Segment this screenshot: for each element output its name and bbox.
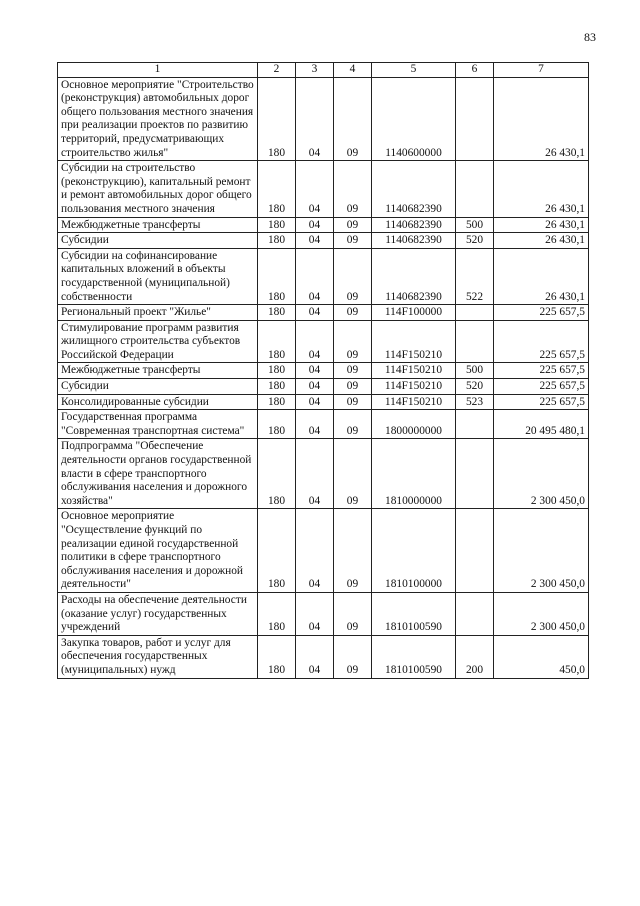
ministry-code-cell: 180 [258,161,296,217]
ministry-code-cell: 180 [258,635,296,678]
table-row [58,77,589,161]
ministry-code-cell: 180 [258,509,296,593]
ministry-code-cell: 180 [258,394,296,410]
table-row [58,161,589,217]
subsection-code-cell: 09 [334,394,372,410]
table-row [58,439,589,509]
row-name-cell: Закупка товаров, работ и услуг для обеспечения государственных (муниципальных) нужд [58,635,258,678]
section-code-cell: 04 [296,77,334,161]
table-row [58,363,589,379]
expense-type-cell [456,509,494,593]
expense-type-cell: 520 [456,233,494,249]
table-row [58,635,589,678]
table-row [58,248,589,304]
amount-cell: 450,0 [494,635,589,678]
subsection-code-cell: 09 [334,379,372,395]
target-article-cell: 1810100590 [372,592,456,635]
ministry-code-cell: 180 [258,363,296,379]
section-code-cell: 04 [296,233,334,249]
column-header: 4 [334,63,372,78]
section-code-cell: 04 [296,592,334,635]
section-code-cell: 04 [296,509,334,593]
subsection-code-cell: 09 [334,439,372,509]
amount-cell: 26 430,1 [494,77,589,161]
ministry-code-cell: 180 [258,592,296,635]
ministry-code-cell: 180 [258,410,296,439]
target-article-cell: 1140682390 [372,248,456,304]
target-article-cell: 114F150210 [372,320,456,363]
expense-type-cell: 500 [456,363,494,379]
table-row [58,509,589,593]
expense-type-cell [456,305,494,321]
expense-type-cell: 522 [456,248,494,304]
section-code-cell: 04 [296,161,334,217]
table-row [58,305,589,321]
row-name-cell: Государственная программа "Современная транспортная система" [58,410,258,439]
expense-type-cell: 200 [456,635,494,678]
row-name-cell: Основное мероприятие "Строительство (реконструкция) автомобильных дорог общего пользования местного значения при реализации проектов по развитию территорий, предусматривающих строительство жилья" [58,77,258,161]
target-article-cell: 1140600000 [372,77,456,161]
expense-type-cell [456,161,494,217]
table-row [58,320,589,363]
target-article-cell: 114F150210 [372,379,456,395]
ministry-code-cell: 180 [258,217,296,233]
amount-cell: 26 430,1 [494,217,589,233]
section-code-cell: 04 [296,305,334,321]
subsection-code-cell: 09 [334,248,372,304]
target-article-cell: 1810100590 [372,635,456,678]
table-row [58,394,589,410]
amount-cell: 20 495 480,1 [494,410,589,439]
row-name-cell: Подпрограмма "Обеспечение деятельности органов государственной власти в сфере транспортного обслуживания населения и дорожного хозяйства" [58,439,258,509]
amount-cell: 2 300 450,0 [494,592,589,635]
subsection-code-cell: 09 [334,161,372,217]
table-row [58,592,589,635]
budget-table [57,62,589,679]
amount-cell: 2 300 450,0 [494,509,589,593]
header-row [58,63,589,78]
target-article-cell: 114F150210 [372,363,456,379]
ministry-code-cell: 180 [258,305,296,321]
row-name-cell: Субсидии на софинансирование капитальных вложений в объекты государственной (муниципальной) собственности [58,248,258,304]
amount-cell: 26 430,1 [494,161,589,217]
expense-type-cell [456,320,494,363]
expense-type-cell [456,410,494,439]
page-number: 83 [584,30,596,44]
ministry-code-cell: 180 [258,233,296,249]
section-code-cell: 04 [296,320,334,363]
row-name-cell: Расходы на обеспечение деятельности (оказание услуг) государственных учреждений [58,592,258,635]
expense-type-cell: 520 [456,379,494,395]
section-code-cell: 04 [296,217,334,233]
row-name-cell: Стимулирование программ развития жилищного строительства субъектов Российской Федерации [58,320,258,363]
row-name-cell: Основное мероприятие "Осуществление функций по реализации единой государственной политики в сфере транспортного обслуживания населения и дорожной деятельности" [58,509,258,593]
table-row [58,217,589,233]
section-code-cell: 04 [296,410,334,439]
section-code-cell: 04 [296,394,334,410]
row-name-cell: Субсидии [58,233,258,249]
subsection-code-cell: 09 [334,363,372,379]
ministry-code-cell: 180 [258,439,296,509]
subsection-code-cell: 09 [334,305,372,321]
amount-cell: 225 657,5 [494,305,589,321]
amount-cell: 26 430,1 [494,248,589,304]
section-code-cell: 04 [296,363,334,379]
subsection-code-cell: 09 [334,320,372,363]
table-row [58,410,589,439]
ministry-code-cell: 180 [258,320,296,363]
subsection-code-cell: 09 [334,635,372,678]
subsection-code-cell: 09 [334,217,372,233]
amount-cell: 2 300 450,0 [494,439,589,509]
expense-type-cell [456,439,494,509]
section-code-cell: 04 [296,379,334,395]
amount-cell: 26 430,1 [494,233,589,249]
subsection-code-cell: 09 [334,233,372,249]
expense-type-cell: 500 [456,217,494,233]
subsection-code-cell: 09 [334,509,372,593]
row-name-cell: Межбюджетные трансферты [58,363,258,379]
subsection-code-cell: 09 [334,592,372,635]
section-code-cell: 04 [296,635,334,678]
target-article-cell: 1810100000 [372,509,456,593]
table-row [58,233,589,249]
target-article-cell: 1140682390 [372,161,456,217]
ministry-code-cell: 180 [258,379,296,395]
table-row [58,379,589,395]
row-name-cell: Субсидии на строительство (реконструкцию), капитальный ремонт и ремонт автомобильных дорог общего пользования местного значения [58,161,258,217]
column-header: 6 [456,63,494,78]
ministry-code-cell: 180 [258,248,296,304]
expense-type-cell [456,592,494,635]
target-article-cell: 1810000000 [372,439,456,509]
expense-type-cell [456,77,494,161]
target-article-cell: 114F150210 [372,394,456,410]
section-code-cell: 04 [296,248,334,304]
target-article-cell: 1140682390 [372,217,456,233]
amount-cell: 225 657,5 [494,320,589,363]
section-code-cell: 04 [296,439,334,509]
column-header: 3 [296,63,334,78]
target-article-cell: 1800000000 [372,410,456,439]
row-name-cell: Консолидированные субсидии [58,394,258,410]
amount-cell: 225 657,5 [494,379,589,395]
subsection-code-cell: 09 [334,77,372,161]
row-name-cell: Региональный проект "Жилье" [58,305,258,321]
column-header: 5 [372,63,456,78]
target-article-cell: 1140682390 [372,233,456,249]
subsection-code-cell: 09 [334,410,372,439]
column-header: 2 [258,63,296,78]
row-name-cell: Субсидии [58,379,258,395]
row-name-cell: Межбюджетные трансферты [58,217,258,233]
ministry-code-cell: 180 [258,77,296,161]
amount-cell: 225 657,5 [494,394,589,410]
amount-cell: 225 657,5 [494,363,589,379]
column-header: 1 [58,63,258,78]
column-header: 7 [494,63,589,78]
expense-type-cell: 523 [456,394,494,410]
target-article-cell: 114F100000 [372,305,456,321]
